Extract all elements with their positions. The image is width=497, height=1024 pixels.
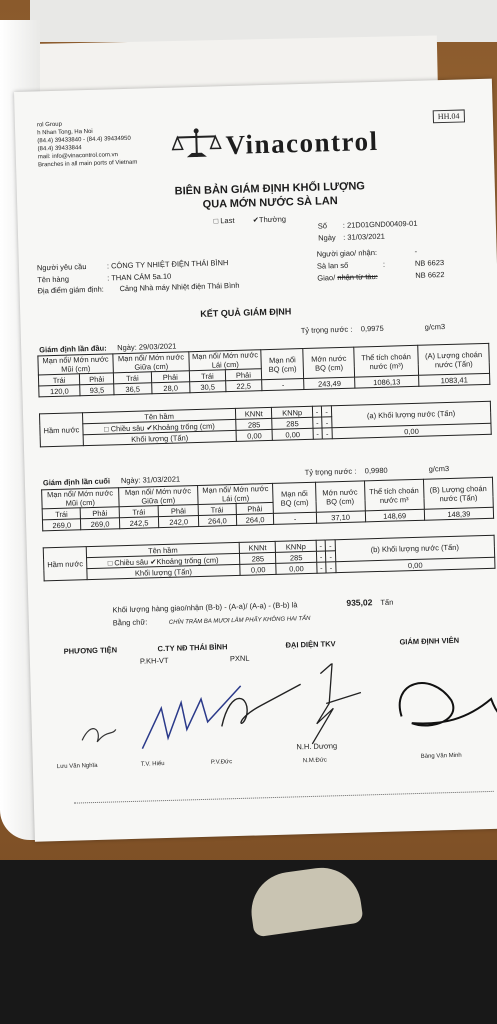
doc-title-line2: QUA MỚN NƯỚC SÀ LAN	[202, 195, 338, 211]
signer-name: Lưu Văn Nghĩa	[56, 762, 98, 771]
table-cell: 0,00	[240, 563, 277, 575]
ship-label	[317, 272, 378, 283]
col-luong-choan: (A) Lượng choán nước (Tấn)	[418, 343, 490, 375]
table-cell: -	[312, 417, 322, 428]
table-cell: -	[322, 417, 332, 428]
table-cell: -	[274, 512, 317, 524]
col-phai: Phải	[80, 507, 119, 519]
col-trai: Trái	[189, 370, 225, 382]
table-cell: 22,5	[225, 380, 262, 392]
table-cell: 243,49	[304, 377, 355, 389]
col-lai: Mạn nổi/ Mớn nước Lái (cm)	[198, 483, 274, 504]
col-trai: Trái	[119, 506, 159, 518]
mass-label: Khối lượng (Tấn)	[83, 430, 236, 445]
ship-value: NB 6622	[415, 270, 445, 280]
table-cell: 285	[276, 551, 316, 563]
requester-value: : CÔNG TY NHIỆT ĐIỆN THÁI BÌNH	[106, 258, 229, 271]
requester-label: Người yêu cầu	[36, 262, 87, 273]
table-cell: -	[313, 428, 323, 439]
table-cell: 269,0	[81, 518, 120, 530]
signer-name: P.V.Đức	[210, 759, 233, 766]
summary-label: Khối lượng hàng giao/nhận (B-b) - (A-a)/ (A-a) - (B-b) là	[112, 600, 298, 615]
ngay-label: Ngày	[318, 233, 336, 243]
table-cell: -	[316, 551, 326, 562]
words-value: CHÍN TRĂM BA MƯƠI LĂM PHẨY KHÔNG HAI TẤN	[168, 615, 311, 626]
table-cell: 264,0	[236, 513, 274, 525]
col-the-tich: Thể tích choán nước m³	[364, 479, 424, 511]
form-code: HH.04	[433, 109, 465, 123]
table-cell: 148,69	[365, 509, 425, 522]
doc-title-line1: BIÊN BẢN GIÁM ĐỊNH KHỐI LƯỢNG	[174, 180, 366, 198]
table-cell: -	[322, 428, 332, 439]
col-phai: Phải	[236, 502, 274, 514]
vinacontrol-logo	[171, 120, 432, 163]
col-mon-bq: Mớn nước BQ (cm)	[303, 347, 354, 378]
type-normal: ✔Thường	[252, 214, 287, 225]
table-cell: 148,39	[424, 507, 493, 520]
table-cell: 0,00	[236, 429, 273, 441]
place-value: Cảng Nhà máy Nhiệt điện Thái Bình	[119, 280, 240, 294]
company-line: (84.4) 39433840 - (84.4) 39434950	[37, 135, 131, 145]
col-luong-choan: (B) Lượng choán nước (Tấn)	[423, 477, 493, 509]
initial-density-unit: g/cm3	[424, 322, 446, 332]
so-label: Số	[317, 221, 328, 231]
final-tank-table	[43, 535, 496, 582]
barge-colon: :	[382, 259, 386, 269]
col-bq: Mạn nổi BQ (cm)	[273, 482, 316, 513]
summary-value: 935,02	[346, 597, 373, 608]
table-cell: 120,0	[39, 385, 80, 397]
initial-density-label: Tỷ trọng nước :	[300, 324, 353, 336]
final-date: Ngày: 31/03/2021	[120, 474, 181, 486]
scales-icon	[171, 126, 222, 163]
ngay-value: : 31/03/2021	[343, 231, 386, 242]
floor	[0, 860, 497, 1024]
company-line: h Nhan Tong, Ha Noi	[37, 128, 93, 137]
footer-rule	[74, 791, 494, 804]
final-label: Giám định lần cuối	[42, 476, 111, 488]
table-cell: 37,10	[316, 511, 365, 523]
so-value: : 21D01GND00409-01	[342, 218, 418, 230]
type-last: □ Last	[213, 215, 235, 226]
sig-sub-khvt: P.KH-VT	[139, 655, 169, 666]
knnt-header: KNNt	[235, 407, 272, 419]
table-cell: -	[316, 540, 326, 551]
table-cell: 285	[239, 552, 276, 564]
deliver-value: -	[414, 246, 418, 256]
col-phai: Phải	[225, 369, 262, 381]
company-line: mail: info@vinacontrol.com.vn	[37, 152, 119, 161]
initial-label: Giám định lần đầu:	[39, 343, 107, 355]
knnp-header: KNNp	[276, 540, 316, 552]
signer-name: N.H. Dương	[296, 741, 338, 752]
signer-name: T.V. Hiếu	[140, 761, 165, 768]
final-density-label: Tỷ trọng nước :	[304, 466, 357, 478]
water-mass-label: (b) Khối lượng nước (Tấn)	[335, 535, 495, 561]
col-trai: Trái	[113, 372, 151, 384]
tank-name-header: Tên hầm	[86, 542, 239, 557]
initial-tank-table	[39, 401, 492, 448]
table-cell: 0,00	[273, 428, 313, 440]
col-the-tich: Thể tích choán nước (m³)	[354, 345, 419, 377]
col-phai: Phải	[158, 505, 198, 517]
table-cell: 1083,41	[419, 373, 490, 386]
table-cell: 0,00	[276, 562, 316, 574]
col-trai: Trái	[198, 503, 236, 515]
goods-label: Tên hàng	[37, 274, 70, 285]
table-cell: -	[326, 551, 336, 562]
table-cell: 36,5	[114, 383, 152, 395]
knnp-header: KNNp	[272, 406, 312, 418]
table-cell: -	[262, 379, 305, 391]
col-lai: Mạn nổi/ Mớn nước Lái (cm)	[189, 350, 262, 371]
words-label: Bằng chữ:	[112, 617, 148, 628]
tank-name-header: Tên hầm	[82, 408, 235, 423]
measure-option: □ Chiều sâu ✔Khoảng trống (cm)	[83, 419, 236, 434]
barge-label: Sà lan số	[316, 260, 349, 271]
col-giua: Mạn nổi/ Mớn nước Giữa (cm)	[118, 486, 198, 507]
water-mass-value: 0,00	[336, 557, 495, 572]
place-label: Địa điểm giám định:	[37, 284, 104, 296]
ship-label-a: Giao/	[317, 273, 336, 283]
document-page	[14, 79, 497, 842]
table-cell: 1086,13	[355, 375, 419, 388]
sig-header-tkv: ĐẠI DIỆN TKV	[285, 639, 336, 650]
col-mon-bq: Mớn nước BQ (cm)	[315, 481, 365, 512]
col-phai: Phải	[151, 371, 190, 383]
knnt-header: KNNt	[239, 541, 276, 553]
goods-value: : THAN CÁM 5a.10	[107, 271, 172, 283]
table-cell: 242,5	[119, 517, 159, 529]
table-cell: 93,5	[80, 384, 114, 396]
table-cell: 285	[272, 417, 312, 429]
table-cell: 264,0	[198, 514, 236, 526]
result-title: KẾT QUẢ GIÁM ĐỊNH	[200, 306, 292, 319]
initial-date: Ngày: 29/03/2021	[117, 341, 177, 353]
signer-name: Bàng Văn Minh	[420, 752, 462, 760]
handwritten-signatures	[70, 655, 497, 760]
col-bq: Mạn nổi BQ (cm)	[261, 349, 304, 380]
final-density-value: 0,9980	[364, 465, 388, 476]
table-cell: 242,0	[159, 516, 199, 528]
initial-density-value: 0,9975	[360, 323, 384, 334]
company-line: rol Group	[36, 121, 63, 129]
water-mass-value: 0,00	[332, 423, 491, 438]
signer-name: N.M.Đức	[302, 757, 327, 765]
col-trai: Trái	[38, 374, 79, 386]
col-mui: Mạn nổi/ Mớn nước Mũi (cm)	[42, 488, 119, 509]
ship-label-b: nhận từ tàu:	[337, 271, 378, 283]
table-cell: -	[312, 406, 322, 417]
company-line: (84.4) 39433844	[37, 145, 82, 153]
logo-text: Vinacontrol	[225, 125, 379, 161]
final-density-unit: g/cm3	[428, 463, 450, 474]
company-info	[37, 119, 138, 170]
barge-value: NB 6623	[414, 258, 445, 268]
sig-header-company: C.TY NĐ THÁI BÌNH	[157, 642, 228, 654]
sig-header-surveyor: GIÁM ĐỊNH VIÊN	[399, 635, 460, 647]
summary-unit: Tấn	[380, 597, 394, 607]
table-cell: 269,0	[42, 519, 81, 531]
table-cell: 285	[236, 418, 273, 430]
mass-label: Khối lượng (Tấn)	[87, 564, 240, 579]
table-cell: -	[322, 406, 332, 417]
table-cell: -	[325, 540, 335, 551]
deliver-label: Người giao/ nhận:	[316, 247, 378, 259]
col-trai: Trái	[42, 508, 81, 520]
col-giua: Mạn nổi/ Mớn nước Giữa (cm)	[113, 352, 190, 373]
col-mui: Mạn nổi/ Mớn nước Mũi (cm)	[38, 354, 114, 375]
measure-option: □ Chiều sâu ✔Khoảng trống (cm)	[87, 553, 240, 568]
sig-sub-pxnl: PXNL	[229, 653, 250, 664]
sig-header-vehicle: PHƯƠNG TIỆN	[63, 645, 118, 656]
table-cell: -	[326, 562, 336, 573]
company-line: Branches in all main ports of Vietnam	[37, 159, 138, 169]
table-cell: -	[316, 562, 326, 573]
water-mass-label: (a) Khối lượng nước (Tấn)	[331, 401, 491, 427]
col-phai: Phải	[79, 373, 113, 385]
table-cell: 30,5	[190, 381, 226, 393]
table-cell: 28,0	[151, 382, 190, 394]
tank-label: Hầm nước	[43, 547, 87, 581]
tank-label: Hầm nước	[39, 413, 83, 447]
